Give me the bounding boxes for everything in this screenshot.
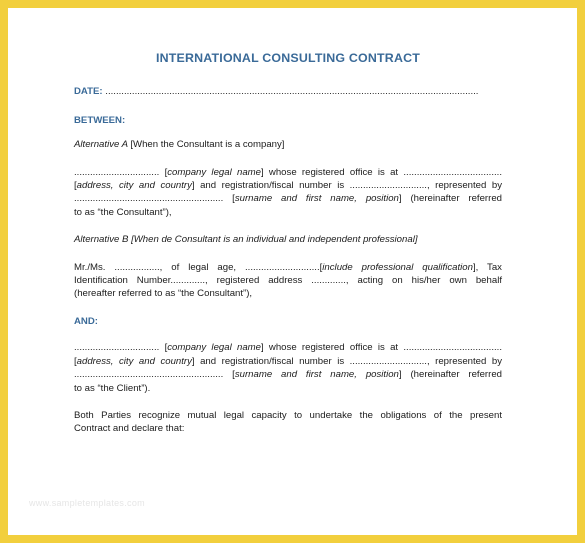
page-title: INTERNATIONAL CONSULTING CONTRACT (155, 51, 421, 65)
client-paragraph (74, 341, 502, 395)
between-label: BETWEEN: (74, 114, 126, 126)
date-field: ............................................................................................................................................ (105, 86, 479, 98)
individual-line-2: Identification Number............., registered address ............., acting on his/her own behalf (74, 275, 502, 287)
consultant-line-4: to as “the Consultant”), (74, 206, 172, 218)
client-line-4: to as “the Client”). (74, 382, 151, 394)
consultant-company-paragraph (74, 166, 502, 220)
closing-line-2: Contract and declare that: (74, 423, 185, 435)
alternative-b-heading (74, 233, 502, 246)
and-label: AND: (74, 315, 98, 327)
contract-body (74, 52, 502, 450)
alternative-b-title: Alternative B (74, 234, 129, 246)
closing-line-1: Both Parties recognize mutual legal capacity to undertake the obligations of the present (74, 409, 502, 421)
alternative-a-title: Alternative A (74, 139, 128, 151)
client-line-1: ................................ [company legal name] whose registered office is at ..................................... (74, 342, 502, 354)
individual-line-3: (hereafter referred to as “the Consultant”), (74, 288, 253, 300)
consultant-individual-paragraph (74, 261, 502, 301)
client-line-3: ........................................................ [surname and first name, position] (hereinafter referred (74, 369, 502, 381)
alternative-b-note: [When de Consultant is an individual and independent professional] (131, 234, 418, 246)
consultant-line-3: ........................................................ [surname and first name, position] (hereinafter referred (74, 193, 502, 205)
individual-line-1: Mr./Ms. ................., of legal age, ............................[include professional qualification], Tax (74, 261, 502, 273)
date-label: DATE: (74, 86, 103, 98)
closing-paragraph (74, 409, 502, 436)
date-line (74, 85, 502, 98)
document-page (8, 8, 577, 535)
consultant-line-1: ................................ [company legal name] whose registered office is at ..................................... (74, 166, 502, 178)
alternative-a-note: [When the Consultant is a company] (130, 139, 285, 151)
consultant-line-2: [address, city and country] and registration/fiscal number is ............................., represented by (74, 180, 502, 192)
watermark: www.sampletemplates.com (29, 498, 145, 508)
client-line-2: [address, city and country] and registration/fiscal number is ............................., represented by (74, 355, 502, 367)
alternative-a-heading (74, 138, 502, 151)
